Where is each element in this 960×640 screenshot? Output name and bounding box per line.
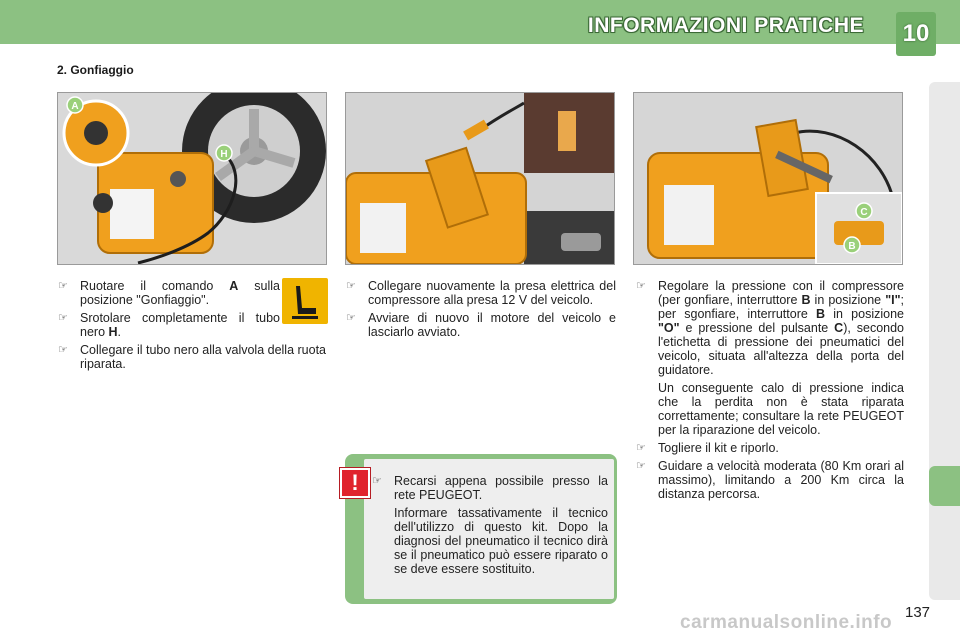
section-title: 2. Gonfiaggio <box>57 63 134 77</box>
watermark: carmanualsonline.info <box>680 612 893 633</box>
side-rail-tab <box>929 466 960 506</box>
compressor-hose-tyre-photo <box>57 92 327 265</box>
socket-connection-photo <box>345 92 615 265</box>
photo-label-c: C <box>860 207 868 218</box>
photo-label-b: B <box>848 241 856 252</box>
note-paragraph: Informare tassativamente il tecnico dell'utilizzo di questo kit. Dopo la diagnosi del pneumatico il tecnico dirà se il pneumatico può essere riparato o se deve essere sostituito. <box>394 506 608 576</box>
bullet-hand-icon: ☞ <box>346 280 356 292</box>
instruction-bullet: ☞ Ruotare il comando A sulla posizione "Gonfiaggio". <box>58 279 280 307</box>
warning-icon: ! <box>340 468 370 498</box>
instruction-bullet: ☞ Srotolare completamente il tubo nero H. <box>58 311 280 339</box>
column-3 <box>636 279 904 505</box>
bullet-hand-icon: ☞ <box>636 460 646 472</box>
pressure-regulation-photo <box>633 92 903 265</box>
column-2 <box>346 279 616 343</box>
side-rail <box>929 82 960 600</box>
instruction-bullet: ☞ Regolare la pressione con il compressore (per gonfiare, interruttore B in posizione "I"; per sgonfiare, interruttore B in posizione "O" e pressione del pulsante C), secondo l'etichetta di pressione dei pneumatici del veicolo, situata all'altezza della porta del guidatore. <box>636 279 904 377</box>
bullet-hand-icon: ☞ <box>636 280 646 292</box>
warning-note-text <box>372 474 608 580</box>
instruction-bullet: ☞ Guidare a velocità moderata (80 Km orari al massimo), limitando a 200 Km circa la distanza percorsa. <box>636 459 904 501</box>
column-1 <box>58 279 326 375</box>
seat-position-icon <box>282 278 328 324</box>
bullet-hand-icon: ☞ <box>372 475 382 487</box>
photo-label-a: A <box>71 101 79 112</box>
instruction-bullet: ☞ Togliere il kit e riporlo. <box>636 441 779 455</box>
bullet-hand-icon: ☞ <box>346 312 356 324</box>
note-bullet: ☞ Recarsi appena possibile presso la rete PEUGEOT. <box>372 474 608 502</box>
instruction-bullet: ☞ Avviare di nuovo il motore del veicolo e lasciarlo avviato. <box>346 311 616 339</box>
page-number: 137 <box>905 604 931 621</box>
instruction-paragraph: Un conseguente calo di pressione indica che la perdita non è stata riparata correttamente; consultare la rete PEUGEOT per la riparazione del veicolo. <box>658 381 904 437</box>
bullet-hand-icon: ☞ <box>58 344 68 356</box>
bullet-hand-icon: ☞ <box>58 280 68 292</box>
chapter-number-badge: 10 <box>896 12 936 56</box>
instruction-bullet: ☞ Collegare nuovamente la presa elettrica del compressore alla presa 12 V del veicolo. <box>346 279 616 307</box>
bullet-hand-icon: ☞ <box>636 442 646 454</box>
photo-label-h: H <box>220 149 228 160</box>
instruction-bullet: ☞ Collegare il tubo nero alla valvola della ruota riparata. <box>58 343 326 371</box>
bullet-hand-icon: ☞ <box>58 312 68 324</box>
page-title: INFORMAZIONI PRATICHE <box>587 14 864 37</box>
